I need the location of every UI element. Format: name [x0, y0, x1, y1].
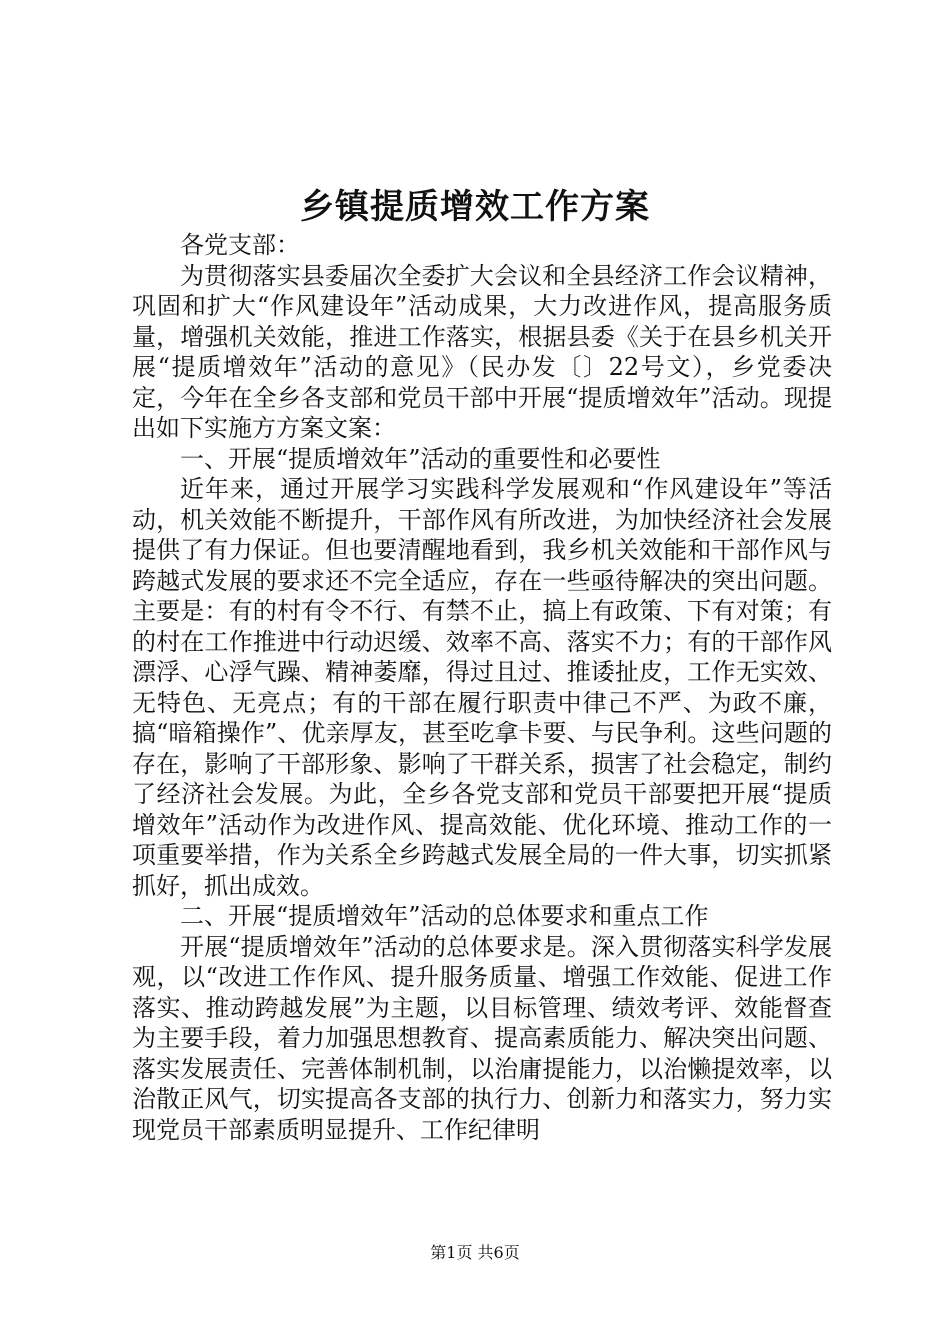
page-footer: 第1页 共6页: [430, 1243, 520, 1262]
paragraph-requirements: 开展“提质增效年”活动的总体要求是。深入贯彻落实科学发展观，以“改进工作作风、提升服务质量、增强工作效能、促进工作落实、推动跨越发展”为主题，以目标管理、绩效考评、效能督查为主要手段，着力加强思想教育、提高素质能力、解决突出问题、落实发展责任、完善体制机制，以治庸提能力，以治懒提效率，以治散正风气，切实提高各支部的执行力、创新力和落实力，努力实现党员干部素质明显提升、工作纪律明: [132, 932, 832, 1144]
salutation: 各党支部：: [180, 231, 300, 259]
paragraph-importance: 近年来，通过开展学习实践科学发展观和“作风建设年”等活动，机关效能不断提升，干部作风有所改进，为加快经济社会发展提供了有力保证。但也要清醒地看到，我乡机关效能和干部作风与跨越式发展的要求还不完全适应，存在一些亟待解决的突出问题。主要是：有的村有令不行、有禁不止，搞上有政策、下有对策；有的村在工作推进中行动迟缓、效率不高、落实不力；有的干部作风漂浮、心浮气躁、精神萎靡，得过且过、推诿扯皮，工作无实效、无特色、无亮点；有的干部在履行职责中律己不严、为政不廉，搞“暗箱操作”、优亲厚友，甚至吃拿卡要、与民争利。这些问题的存在，影响了干部形象、影响了干群关系，损害了社会稳定，制约了经济社会发展。为此，全乡各党支部和党员干部要把开展“提质增效年”活动作为改进作风、提高效能、优化环境、推动工作的一项重要举措，作为关系全乡跨越式发展全局的一件大事，切实抓紧抓好，抓出成效。: [132, 475, 832, 900]
section-heading-2: 二、开展“提质增效年”活动的总体要求和重点工作: [180, 902, 709, 930]
document-body: [132, 230, 832, 1145]
section-heading-1: 一、开展“提质增效年”活动的重要性和必要性: [180, 444, 661, 473]
paragraph-intro: 为贯彻落实县委届次全委扩大会议和全县经济工作会议精神，巩固和扩大“作风建设年”活动成果，大力改进作风，提高服务质量，增强机关效能，推进工作落实，根据县委《关于在县乡机关开展“提质增效年”活动的意见》（民办发〔〕22号文），乡党委决定，今年在全乡各支部和党员干部中开展“提质增效年”活动。现提出如下实施方方案文案：: [132, 261, 832, 442]
document-title: 乡镇提质增效工作方案: [300, 187, 650, 227]
